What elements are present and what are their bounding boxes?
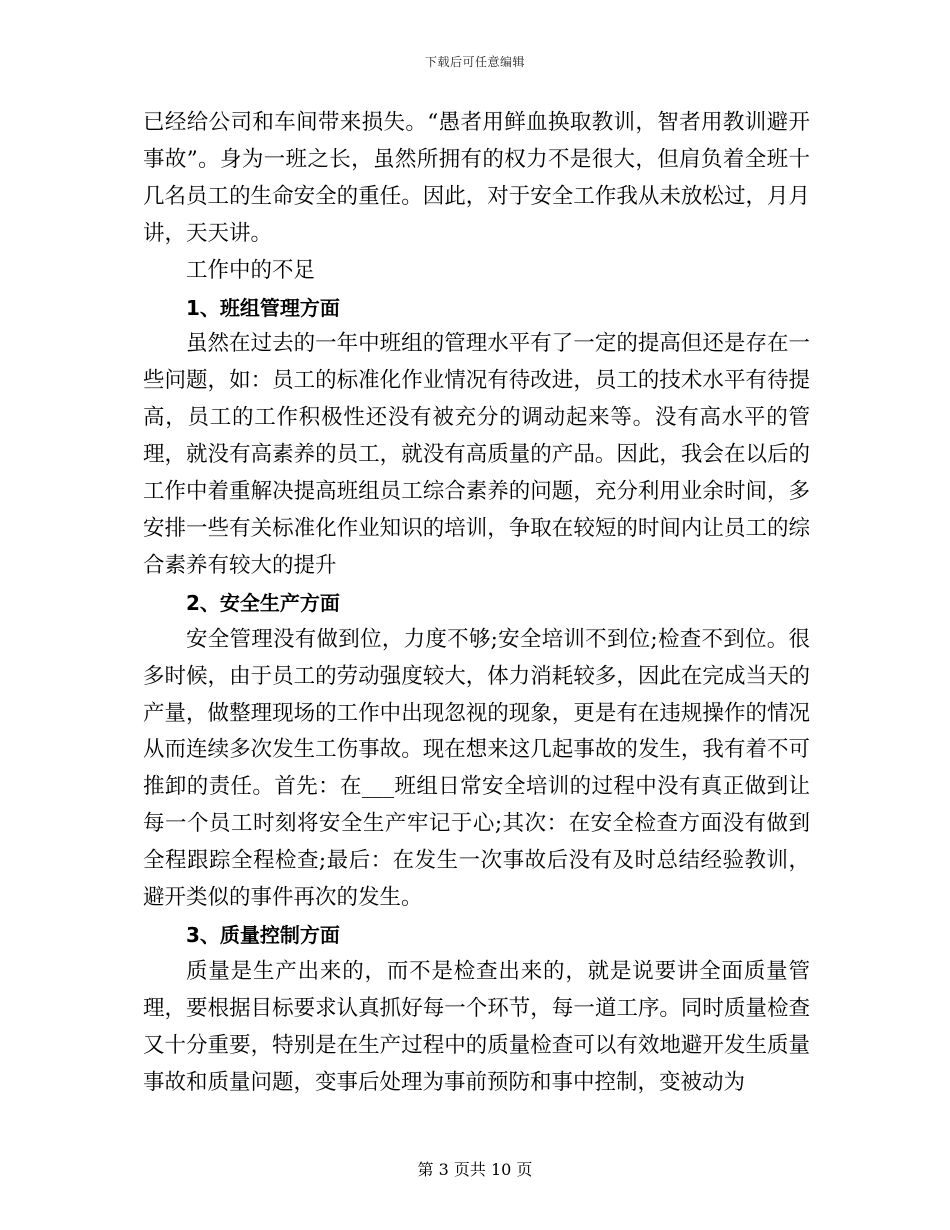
paragraph-safety-intro: 已经给公司和车间带来损失。“愚者用鲜血换取教训，智者用教训避开事故”。身为一班之长，虽然所拥有的权力不是很大，但肩负着全班十几名员工的生命安全的重任。因此，对于安全工作我从未放松过，月月讲，天天讲。 <box>143 110 810 246</box>
paragraph-safety-production: 安全管理没有做到位，力度不够;安全培训不到位;检查不到位。很多时候，由于员工的劳动强度较大，体力消耗较多，因此在完成当天的产量，做整理现场的工作中出现忽视的现象，更是有在违规操作的情况从而连续多次发生工伤事故。现在想来这几起事故的发生，我有着不可推卸的责任。首先：在___班组日常安全培训的过程中没有真正做到让每一个员工时刻将安全生产牢记于心;其次：在安全检查方面没有做到全程跟踪全程检查;最后：在发生一次事故后没有及时总结经验教训，避开类似的事件再次的发生。 <box>143 626 810 911</box>
page-header: 下载后可任意编辑 <box>424 55 525 69</box>
heading-quality-control: 3、质量控制方面 <box>186 922 340 947</box>
paragraph-team-management: 虽然在过去的一年中班组的管理水平有了一定的提高但还是存在一些问题，如：员工的标准化作业情况有待改进，员工的技术水平有待提高，员工的工作积极性还没有被充分的调动起来等。没有高水平的管理，就没有高素养的员工，就没有高质量的产品。因此，我会在以后的工作中着重解决提高班组员工综合素养的问题，充分利用业余时间，多安排一些有关标准化作业知识的培训，争取在较短的时间内让员工的综合素养有较大的提升 <box>143 331 810 578</box>
page-body <box>143 105 810 1101</box>
page-footer: 第 3 页共 10 页 <box>417 1160 533 1179</box>
paragraph-quality-control: 质量是生产出来的，而不是检查出来的，就是说要讲全面质量管理，要根据目标要求认真抓好每一个环节，每一道工序。同时质量检查又十分重要，特别是在生产过程中的质量检查可以有效地避开发生质量事故和质量问题，变事后处理为事前预防和事中控制，变被动为 <box>143 958 810 1095</box>
heading-safety-production: 2、安全生产方面 <box>186 590 340 615</box>
section-title-shortcomings: 工作中的不足 <box>186 257 316 283</box>
heading-team-management: 1、班组管理方面 <box>186 295 340 320</box>
